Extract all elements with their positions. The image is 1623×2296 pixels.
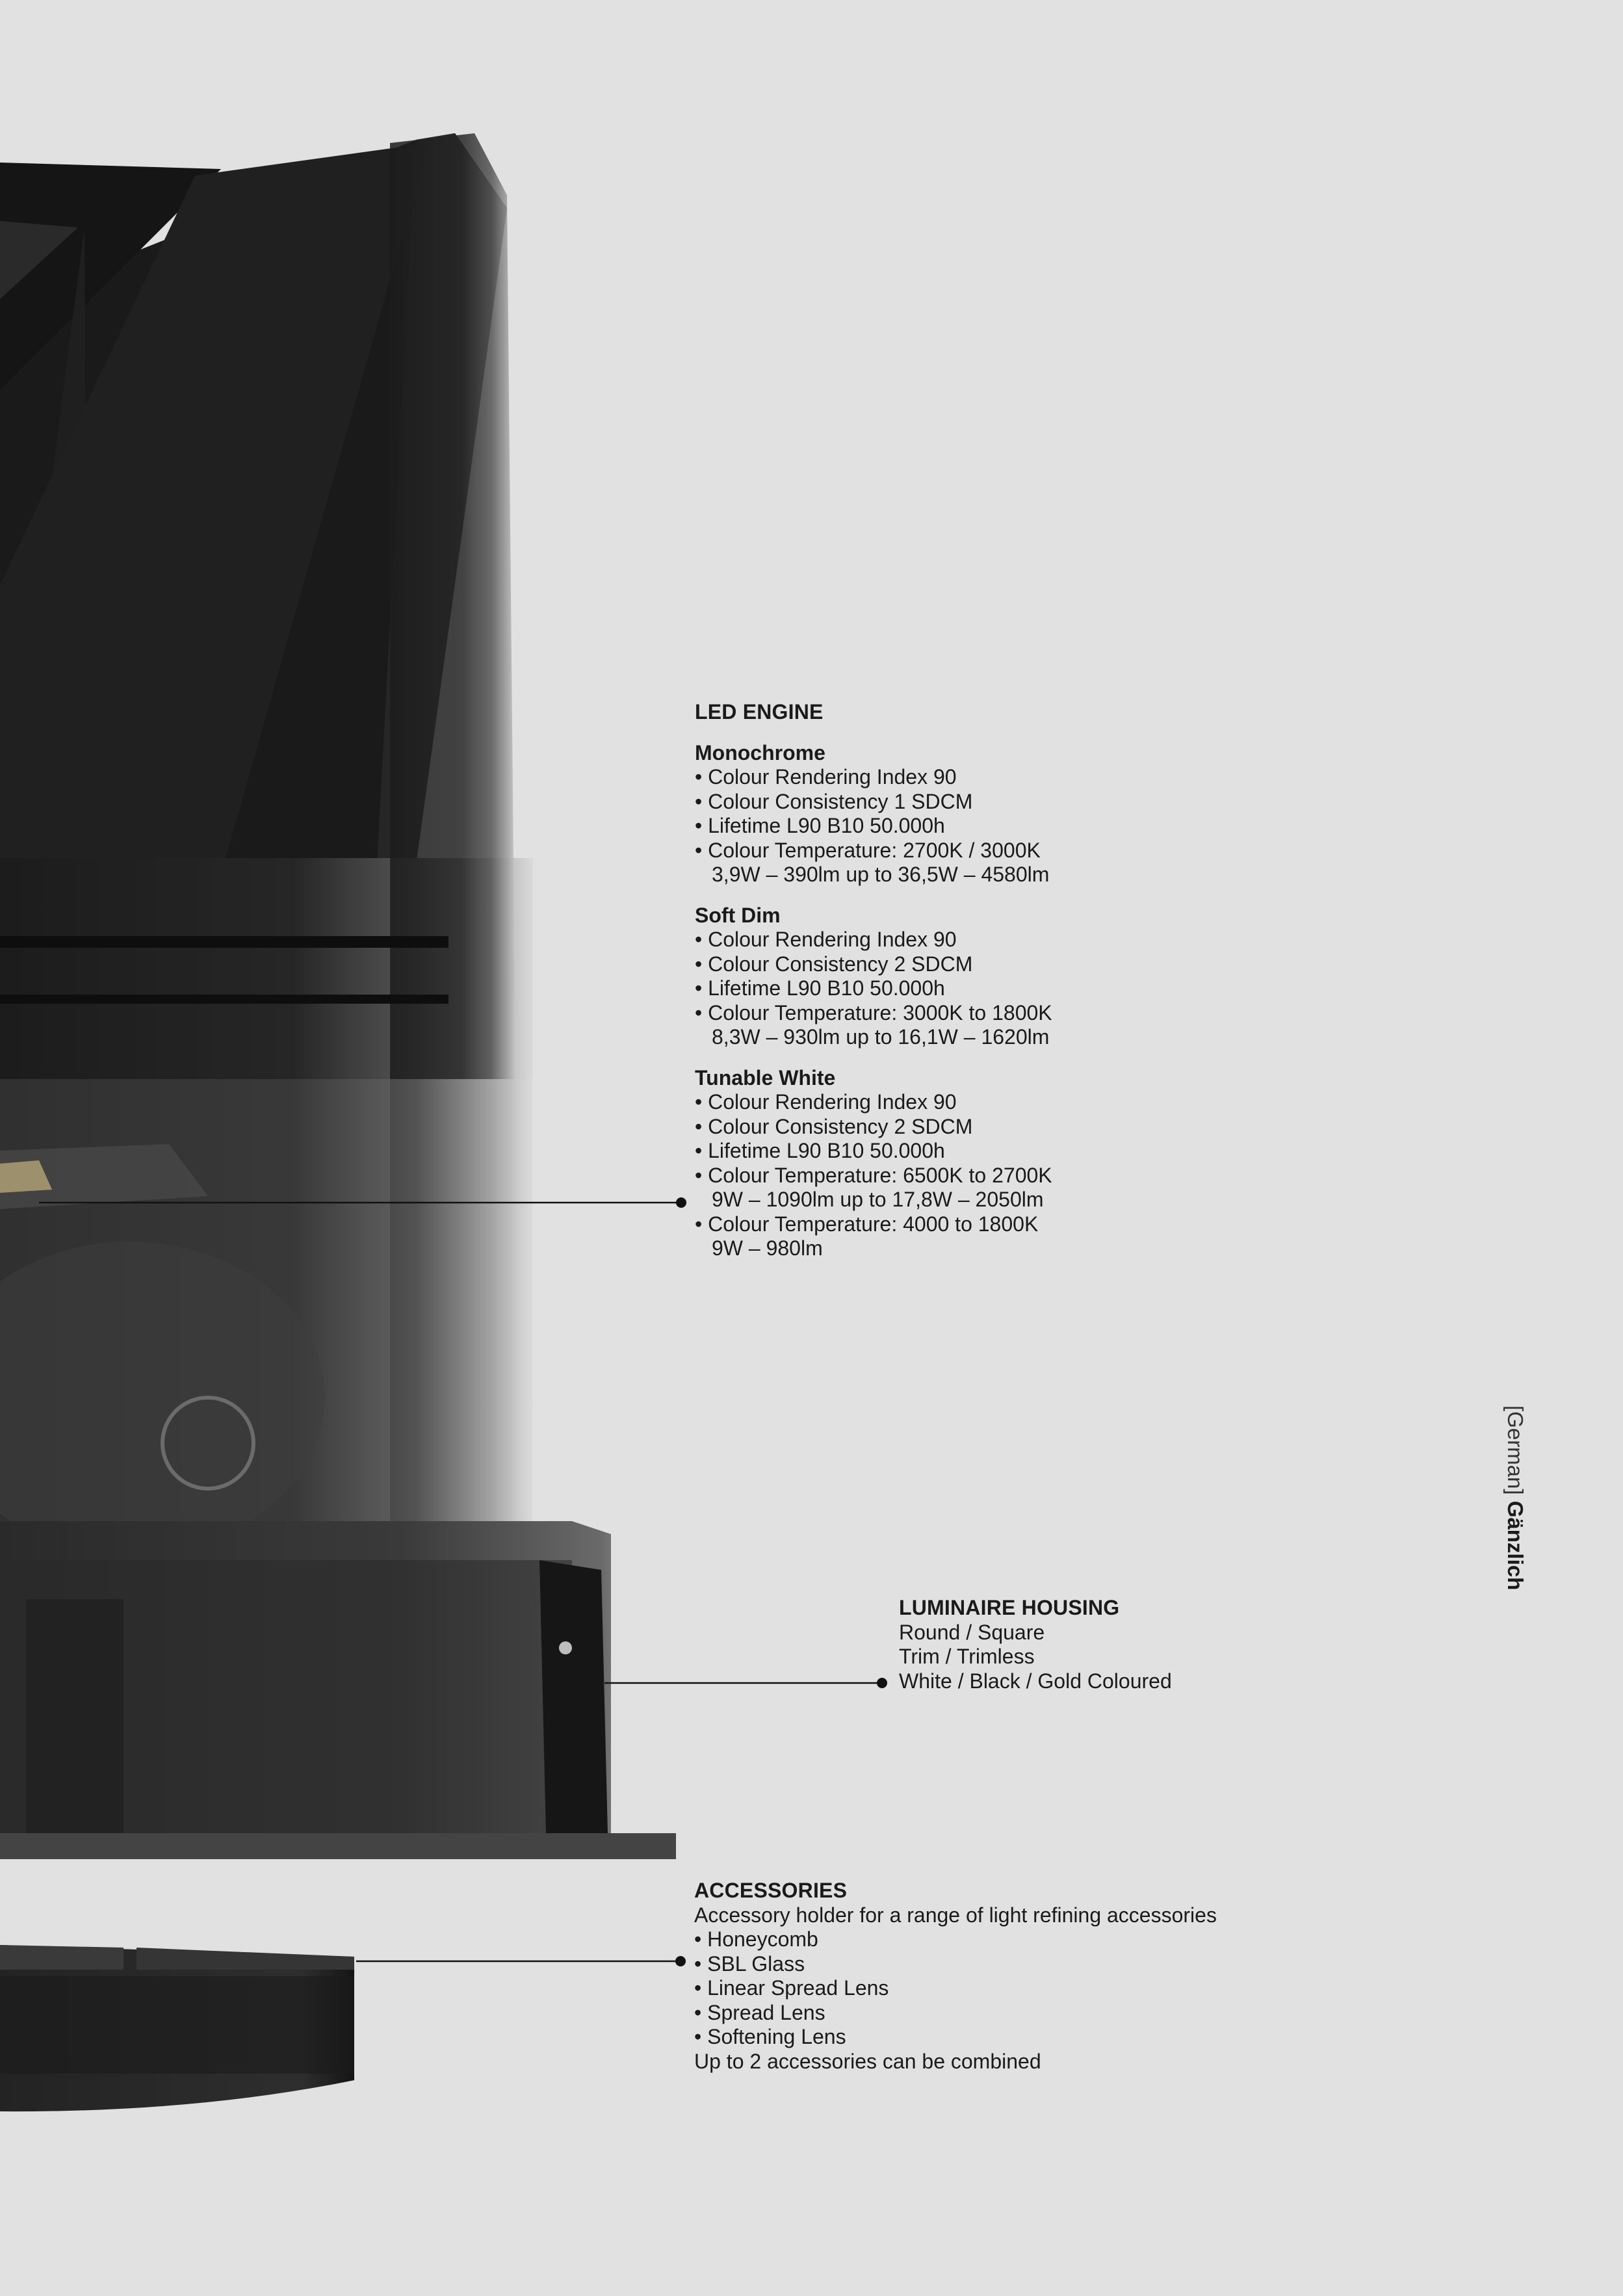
spec-line: • Colour Rendering Index 90 bbox=[695, 1090, 1052, 1115]
brand-name: Gänzlich bbox=[1503, 1500, 1527, 1591]
housing-line: Trim / Trimless bbox=[899, 1645, 1035, 1668]
led-group-title: Monochrome bbox=[695, 740, 825, 764]
accessories-intro: Accessory holder for a range of light refining accessories bbox=[694, 1903, 1217, 1927]
accessory-item: • SBL Glass bbox=[694, 1952, 1217, 1977]
housing-line: White / Black / Gold Coloured bbox=[899, 1669, 1172, 1693]
led-group-soft-dim bbox=[695, 904, 1052, 1050]
spec-line: • Colour Temperature: 6500K to 2700K bbox=[695, 1164, 1052, 1188]
spec-line: 9W – 980lm bbox=[712, 1236, 823, 1260]
spec-line: 9W – 1090lm up to 17,8W – 2050lm bbox=[712, 1188, 1044, 1211]
spec-line: • Colour Consistency 2 SDCM bbox=[695, 952, 1052, 977]
spec-line: • Colour Temperature: 2700K / 3000K bbox=[695, 839, 1052, 863]
luminaire-housing-section bbox=[899, 1596, 1172, 1693]
led-engine-title: LED ENGINE bbox=[695, 700, 824, 724]
spec-line: • Colour Rendering Index 90 bbox=[695, 928, 1052, 952]
accessories-note: Up to 2 accessories can be combined bbox=[694, 2049, 1041, 2073]
accessories-title: ACCESSORIES bbox=[694, 1879, 848, 1902]
accessory-item: • Softening Lens bbox=[694, 2025, 1217, 2050]
spec-line: • Colour Rendering Index 90 bbox=[695, 765, 1052, 790]
accessory-item: • Honeycomb bbox=[694, 1927, 1217, 1952]
spec-line: • Colour Temperature: 4000 to 1800K bbox=[695, 1212, 1052, 1237]
accessories-section bbox=[694, 1879, 1217, 2074]
accessory-item: • Spread Lens bbox=[694, 2001, 1217, 2026]
spec-line: 3,9W – 390lm up to 36,5W – 4580lm bbox=[712, 863, 1050, 886]
led-group-title: Soft Dim bbox=[695, 903, 781, 927]
accessory-item: • Linear Spread Lens bbox=[694, 1976, 1217, 2001]
spec-line: 8,3W – 930lm up to 16,1W – 1620lm bbox=[712, 1025, 1050, 1049]
brand-label bbox=[1503, 1405, 1527, 1590]
spec-line: • Colour Temperature: 3000K to 1800K bbox=[695, 1001, 1052, 1026]
led-group-title: Tunable White bbox=[695, 1065, 836, 1089]
led-leader-dot bbox=[676, 1197, 686, 1208]
led-engine-section bbox=[695, 700, 1052, 1261]
spec-line: • Colour Consistency 2 SDCM bbox=[695, 1115, 1052, 1140]
housing-leader-dot bbox=[877, 1678, 887, 1688]
accessories-leader-dot bbox=[675, 1956, 686, 1966]
led-group-tunable-white bbox=[695, 1066, 1052, 1261]
led-group-monochrome bbox=[695, 741, 1052, 887]
housing-line: Round / Square bbox=[899, 1620, 1045, 1644]
lens-cylinder-shape bbox=[0, 1079, 533, 1554]
luminaire-housing-title: LUMINAIRE HOUSING bbox=[899, 1596, 1120, 1619]
spec-line: • Colour Consistency 1 SDCM bbox=[695, 790, 1052, 815]
housing-base-shape bbox=[0, 1521, 676, 1859]
spec-line: • Lifetime L90 B10 50.000h bbox=[695, 1139, 1052, 1164]
brand-language: [German] bbox=[1503, 1405, 1527, 1495]
spec-line: • Lifetime L90 B10 50.000h bbox=[695, 814, 1052, 839]
spec-line: • Lifetime L90 B10 50.000h bbox=[695, 976, 1052, 1001]
accessory-ring-shape bbox=[0, 1945, 354, 2111]
